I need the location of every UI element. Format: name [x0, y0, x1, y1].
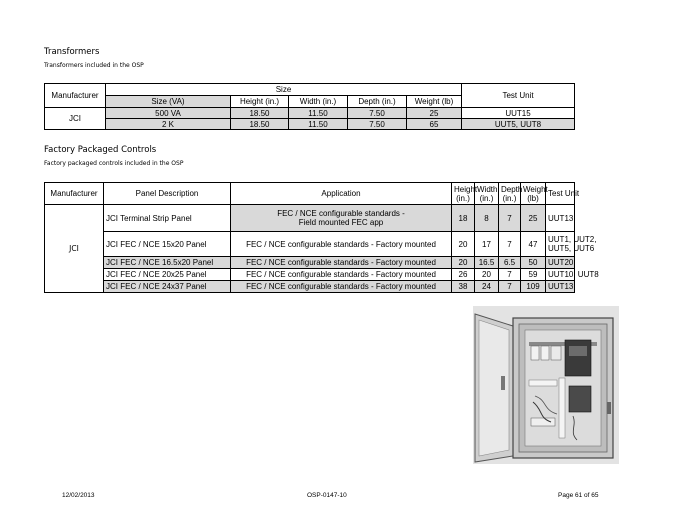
transformers-subtitle: Transformers included in the OSP [44, 62, 144, 69]
test-unit-cell: UUT5, UUT8 [462, 119, 575, 130]
header-size: Size [106, 84, 462, 96]
header-height: Height (in.) [231, 96, 289, 108]
weight-cell: 59 [521, 269, 546, 281]
transformers-title: Transformers [44, 47, 100, 57]
footer-date: 12/02/2013 [62, 492, 95, 499]
header-manufacturer: Manufacturer [45, 183, 104, 205]
test-unit-cell: UUT13 [546, 205, 575, 232]
header-depth: Depth (in.) [348, 96, 407, 108]
depth-cell: 7 [499, 205, 521, 232]
width-cell: 16.5 [475, 257, 499, 269]
width-cell: 11.50 [289, 119, 348, 130]
panel-cell: JCI FEC / NCE 15x20 Panel [104, 232, 231, 257]
height-cell: 20 [452, 257, 475, 269]
panel-cell: JCI FEC / NCE 20x25 Panel [104, 269, 231, 281]
height-cell: 38 [452, 281, 475, 293]
width-cell: 20 [475, 269, 499, 281]
application-cell: FEC / NCE configurable standards - Factory mounted [231, 269, 452, 281]
controls-subtitle: Factory packaged controls included in the OSP [44, 160, 184, 167]
weight-cell: 65 [407, 119, 462, 130]
size-va-cell: 2 K [106, 119, 231, 130]
height-cell: 26 [452, 269, 475, 281]
test-unit-cell: UUT20 [546, 257, 575, 269]
height-cell: 18.50 [231, 119, 289, 130]
table-row [45, 281, 575, 293]
table-row [45, 257, 575, 269]
header-weight: Weight (lb) [521, 183, 546, 205]
width-cell: 17 [475, 232, 499, 257]
header-manufacturer: Manufacturer [45, 84, 106, 108]
panel-cell: JCI FEC / NCE 16.5x20 Panel [104, 257, 231, 269]
header-application: Application [231, 183, 452, 205]
depth-cell: 7.50 [348, 108, 407, 119]
width-cell: 8 [475, 205, 499, 232]
header-test-unit: Test Unit [546, 183, 575, 205]
height-cell: 20 [452, 232, 475, 257]
width-cell: 24 [475, 281, 499, 293]
header-depth: Depth (in.) [499, 183, 521, 205]
transformers-table [44, 83, 575, 130]
header-weight: Weight (lb) [407, 96, 462, 108]
header-panel-description: Panel Description [104, 183, 231, 205]
table-row [45, 119, 575, 130]
depth-cell: 7 [499, 281, 521, 293]
depth-cell: 7.50 [348, 119, 407, 130]
manufacturer-cell: JCI [45, 108, 106, 130]
depth-cell: 7 [499, 232, 521, 257]
footer-page-number: Page 61 of 65 [558, 492, 599, 499]
controls-title: Factory Packaged Controls [44, 145, 157, 155]
header-size-va: Size (VA) [106, 96, 231, 108]
application-cell: FEC / NCE configurable standards - Field mounted FEC app [231, 205, 452, 232]
table-row [45, 205, 575, 232]
depth-cell: 6.5 [499, 257, 521, 269]
header-test-unit: Test Unit [462, 84, 575, 108]
size-va-cell: 500 VA [106, 108, 231, 119]
application-cell: FEC / NCE configurable standards - Factory mounted [231, 281, 452, 293]
control-panel-photo-icon [473, 306, 619, 464]
table-row [45, 232, 575, 257]
table-row [45, 269, 575, 281]
manufacturer-cell: JCI [45, 205, 104, 293]
test-unit-cell: UUT13 [546, 281, 575, 293]
header-width: Width (in.) [475, 183, 499, 205]
weight-cell: 25 [407, 108, 462, 119]
weight-cell: 50 [521, 257, 546, 269]
weight-cell: 25 [521, 205, 546, 232]
test-unit-cell: UUT15 [462, 108, 575, 119]
application-cell: FEC / NCE configurable standards - Factory mounted [231, 232, 452, 257]
header-width: Width (in.) [289, 96, 348, 108]
height-cell: 18 [452, 205, 475, 232]
weight-cell: 47 [521, 232, 546, 257]
test-unit-cell: UUT10, UUT8 [546, 269, 575, 281]
height-cell: 18.50 [231, 108, 289, 119]
table-row [45, 108, 575, 119]
footer-doc-id: OSP-0147-10 [307, 492, 347, 499]
weight-cell: 109 [521, 281, 546, 293]
panel-cell: JCI Terminal Strip Panel [104, 205, 231, 232]
application-cell: FEC / NCE configurable standards - Factory mounted [231, 257, 452, 269]
panel-cell: JCI FEC / NCE 24x37 Panel [104, 281, 231, 293]
test-unit-cell: UUT1, UUT2, UUT5, UUT6 [546, 232, 575, 257]
header-height: Height (in.) [452, 183, 475, 205]
depth-cell: 7 [499, 269, 521, 281]
controls-table [44, 182, 599, 293]
width-cell: 11.50 [289, 108, 348, 119]
